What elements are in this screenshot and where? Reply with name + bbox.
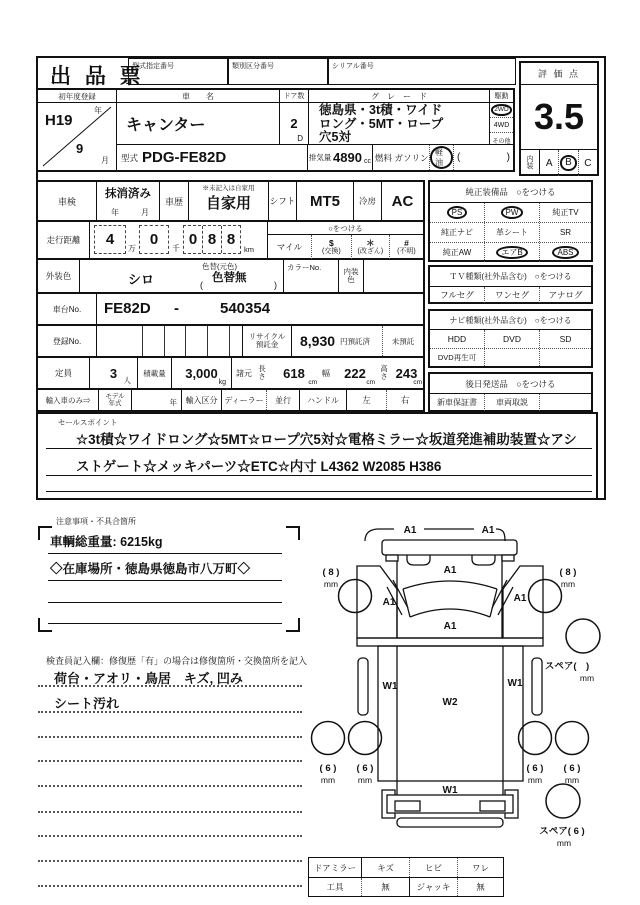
mileage-row xyxy=(38,222,423,260)
panel-label: A1 xyxy=(443,621,457,632)
notes-rule xyxy=(48,580,282,581)
model-designation-box xyxy=(128,58,228,85)
equip-leather: 革シート xyxy=(485,223,540,242)
mm-unit: mm xyxy=(579,673,595,683)
tread-rear: ( 6 ) xyxy=(319,763,337,774)
mm-unit: mm xyxy=(357,775,373,785)
panel-label: W2 xyxy=(442,697,458,708)
chassis-row xyxy=(38,294,423,326)
equip-pw-selected: PW xyxy=(485,203,540,222)
panel-label: A1 xyxy=(513,593,527,604)
rear-bumper-lower xyxy=(397,818,503,827)
import-division-label: 輸入区分 xyxy=(182,390,222,410)
dims-width-cell: 222 cm xyxy=(344,365,375,386)
drive-header: 駆動 xyxy=(490,90,513,103)
displacement-unit: cc xyxy=(363,158,371,165)
regno-divider xyxy=(229,326,230,356)
dims-length-label: 長さ xyxy=(258,364,266,381)
regno-row xyxy=(38,326,423,358)
history-label: 車歴 xyxy=(160,182,189,220)
dims-height-label: 高さ xyxy=(380,364,388,381)
notes-rule xyxy=(48,553,282,554)
notes-rule xyxy=(48,602,282,603)
mirror-tools-table xyxy=(308,857,504,897)
mileage-digit-man: 4 xyxy=(94,225,126,254)
spare-bottom-label: スペア( 6 ) xyxy=(539,826,585,837)
roof-bracket-right xyxy=(496,529,505,541)
int-color-label: 内装色 xyxy=(339,260,364,292)
grade-line1: 徳島県・3t積・ワイド xyxy=(319,103,443,117)
inspector-rule xyxy=(38,736,302,738)
aircon-label: 冷房 xyxy=(354,182,382,220)
tv-fullseg: フルセグ xyxy=(430,287,485,303)
model-value-cell xyxy=(142,145,307,170)
class-number-label: 類別区分番号 xyxy=(232,63,274,70)
shaken-status: 抹消済み xyxy=(105,188,151,200)
inspector-entry1: 荷台・アオリ・鳥居 キズ, 凹み xyxy=(54,671,243,686)
serial-number-box xyxy=(328,58,516,85)
model-label: 型式 xyxy=(120,152,138,163)
evaluation-header: 評 価 点 xyxy=(521,63,597,85)
navi-type-header: ナビ種類(社外品含む) ○をつける xyxy=(430,311,591,330)
first-reg-month-unit: 月 xyxy=(101,156,109,165)
interior-grade-b-selected: B xyxy=(558,150,578,176)
sales-rule xyxy=(46,475,592,476)
serial-number-label: シリアル番号 xyxy=(332,63,374,70)
drive-other: その他 xyxy=(490,132,513,147)
mileage-label: 走行距離 xyxy=(38,222,90,258)
mm-unit: mm xyxy=(560,579,576,589)
import-handle-right: 右 xyxy=(400,395,410,405)
dims-height-cell: 243 cm xyxy=(395,365,422,386)
page-title: 出 品 票 xyxy=(50,65,145,88)
rear-wheel-left-inner xyxy=(349,722,382,755)
navi-hdd: HDD xyxy=(430,330,485,348)
load-cell: 3,000 kg xyxy=(172,358,232,388)
ext-color-label: 外装色 xyxy=(38,260,80,292)
sales-rule xyxy=(46,491,592,492)
door-mirror-label: ドアミラー xyxy=(309,858,362,877)
displacement-label: 排気量 xyxy=(307,145,332,170)
jack-label: ジャッキ xyxy=(410,878,458,896)
vehicle-id-section xyxy=(36,88,515,172)
mileage-digits-box: 0 8 8 xyxy=(183,225,241,254)
inspector-entry2: シート汚れ xyxy=(54,696,120,711)
fuel-diesel-selected: 軽油 xyxy=(429,145,454,170)
history-note: ※未記入は自家用 xyxy=(202,185,255,192)
panel-label: A1 xyxy=(481,525,495,536)
mileage-mile-label: マイル xyxy=(268,235,312,259)
grade-header: グ レ ー ド xyxy=(309,90,490,103)
inspector-rule xyxy=(38,885,302,887)
panel-label: A1 xyxy=(443,565,457,576)
mirror-broken: ワレ xyxy=(471,862,489,873)
mileage-mark-zone xyxy=(267,222,423,258)
model-value: PDG-FE82D xyxy=(142,149,227,166)
later-manual: 車両取説 xyxy=(485,394,540,411)
sales-points-box xyxy=(36,412,598,500)
spare-tire-bottom xyxy=(546,784,580,818)
navi-type-box xyxy=(428,309,593,368)
equip-airbag-selected: エアB xyxy=(485,243,540,262)
chassis-part1: FE82D xyxy=(104,300,151,317)
notes-line2: ◇在庫場所・徳島県徳島市八万町◇ xyxy=(50,562,251,576)
regno-divider xyxy=(142,326,143,356)
recycle-none: 未預託 xyxy=(382,326,423,356)
evaluation-box xyxy=(519,61,599,176)
equip-navi: 純正ナビ xyxy=(430,223,485,242)
notes-box xyxy=(38,526,300,632)
rear-wheel-right-outer xyxy=(556,722,589,755)
fuel-gasoline: ガソリン xyxy=(394,152,429,163)
recycle-deposited: 円預託済 xyxy=(340,336,371,346)
equip-sr: SR xyxy=(559,228,572,237)
first-reg-month: 9 xyxy=(76,141,84,156)
spare-tire-top xyxy=(566,619,600,653)
cargo-bed xyxy=(378,646,523,781)
class-number-box xyxy=(228,58,328,85)
equipment-header: 純正装備品 ○をつける xyxy=(430,182,591,203)
regno-divider xyxy=(185,326,186,356)
tread-front-left: ( 8 ) xyxy=(322,567,340,578)
history-value: 自家用 xyxy=(205,195,251,212)
inspector-rule xyxy=(38,785,302,787)
dims-length-cell: 618 cm xyxy=(283,365,317,386)
tv-type-box xyxy=(428,265,593,304)
tread-rear: ( 6 ) xyxy=(563,763,581,774)
history-cell xyxy=(189,182,269,220)
tread-rear: ( 6 ) xyxy=(356,763,374,774)
inspector-rule xyxy=(38,711,302,713)
sales-points-label: セールスポイント xyxy=(58,418,118,427)
inspector-rule xyxy=(38,811,302,813)
sales-line2: ストゲート☆メッキパーツ☆ETC☆内寸 L4362 W2085 H386 xyxy=(76,459,442,474)
inspector-rule xyxy=(38,685,302,687)
equipment-box xyxy=(428,180,593,262)
capacity-cell: 3 人 xyxy=(90,358,138,388)
capacity-label: 定員 xyxy=(38,358,90,388)
interior-grade-label: 内装 xyxy=(521,150,540,176)
mileage-digit-sen: 0 xyxy=(139,225,169,254)
vehicle-diagram xyxy=(270,513,610,860)
bracket-corner xyxy=(38,618,52,632)
sales-line1: ☆3t積☆ワイドロング☆5MT☆ロープ穴5対☆電格ミラー☆坂道発進補助装置☆アシ xyxy=(76,432,577,447)
chassis-label: 車台No. xyxy=(38,294,97,324)
jack-none: 無 xyxy=(476,882,485,892)
recycle-label: リサイクル 預託金 xyxy=(242,326,292,356)
roof-bracket-left xyxy=(365,529,394,541)
navi-sd: SD xyxy=(559,334,572,344)
mirror-scratch: キズ xyxy=(362,858,410,877)
color-row xyxy=(38,260,423,294)
navi-empty-cell xyxy=(485,349,540,366)
first-reg-year: H19 xyxy=(45,112,73,129)
equip-abs-selected: ABS xyxy=(540,243,591,262)
evaluation-score: 3.5 xyxy=(533,96,585,137)
import-parallel: 並行 xyxy=(267,390,300,410)
shaken-row xyxy=(38,182,423,222)
later-ship-box xyxy=(428,372,593,412)
car-name-header: 車 名 xyxy=(117,90,280,103)
doors-cell: 2 D xyxy=(280,103,309,145)
equip-ps-selected: PS xyxy=(430,203,485,222)
capacity-row xyxy=(38,358,423,390)
shift-label: シフト xyxy=(269,182,297,220)
regno-divider xyxy=(164,326,165,356)
mileage-circle-note: ○をつける xyxy=(268,222,423,235)
first-reg-header: 初年度登録 xyxy=(38,90,117,103)
first-reg-year-unit: 年 xyxy=(94,106,102,115)
aircon-value: AC xyxy=(391,192,414,210)
int-color-cell xyxy=(364,260,423,292)
spare-top-label: スペア( ) xyxy=(544,661,590,672)
load-label: 積載量 xyxy=(138,358,172,388)
side-rail-left xyxy=(358,658,368,715)
model-designation-label: 型式指定番号 xyxy=(132,63,174,70)
tv-oneseg: ワンセグ xyxy=(485,287,540,303)
import-dealer: ディーラー xyxy=(222,390,267,410)
regno-label: 登録No. xyxy=(38,326,97,356)
panel-label: A1 xyxy=(403,525,417,536)
color-change-label: 色替(元色) xyxy=(202,262,237,271)
sales-rule xyxy=(46,448,592,449)
recycle-amount-cell xyxy=(292,326,382,356)
import-year-cell: 年 xyxy=(132,390,182,410)
import-handle-label: ハンドル xyxy=(300,390,347,410)
interior-grade-a: A xyxy=(545,157,553,169)
mm-unit: mm xyxy=(320,775,336,785)
import-row xyxy=(38,390,423,410)
panel-label: W1 xyxy=(442,785,458,796)
doors-sub: D xyxy=(297,134,303,143)
ext-color-cell: シロ 色替(元色) 色替無 ( ) xyxy=(80,260,284,292)
interior-grade-c: C xyxy=(584,157,592,169)
import-handle-left: 左 xyxy=(347,390,387,410)
tv-type-header: ＴＶ種類(社外品含む) ○をつける xyxy=(430,267,591,287)
equip-tv: 純正TV xyxy=(552,208,579,217)
navi-empty-cell xyxy=(540,349,591,366)
doors-header: ドア数 xyxy=(280,90,309,103)
mirror-crack: ヒビ xyxy=(410,858,458,877)
import-model-year-label: モデル 年式 xyxy=(99,390,132,410)
car-name-value: キャンター xyxy=(126,117,206,134)
inspector-rule xyxy=(38,860,302,862)
later-ship-header: 後日発送品 ○をつける xyxy=(430,374,591,394)
rear-bumper xyxy=(387,795,513,813)
tools-none: 無 xyxy=(362,878,410,896)
tread-front-right: ( 8 ) xyxy=(559,567,577,578)
drive-cell xyxy=(490,103,513,145)
grade-line3: 穴5対 xyxy=(319,130,351,144)
panel-label: A1 xyxy=(382,597,396,608)
recycle-amount: 8,930 xyxy=(300,333,336,349)
notes-label: 注意事項・不具合箇所 xyxy=(56,517,136,526)
chassis-dash: - xyxy=(174,300,179,317)
navi-dvd: DVD xyxy=(485,330,540,348)
detail-table xyxy=(36,180,425,412)
shaken-label: 車検 xyxy=(38,182,97,220)
mm-unit: mm xyxy=(323,579,339,589)
mileage-opt-unknown: # (不明) xyxy=(397,237,416,255)
ext-color-value: シロ xyxy=(128,272,155,287)
grade-line2: ロング・5MT・ロープ xyxy=(319,116,444,131)
front-wheel-left xyxy=(339,580,372,613)
fuel-label: 燃料 xyxy=(372,145,394,170)
panel-label: W1 xyxy=(382,681,398,692)
car-name-cell xyxy=(117,103,280,145)
shift-value: MT5 xyxy=(297,182,354,220)
regno-divider xyxy=(207,326,208,356)
inspector-header: 検査員記入欄：修復歴「有」の場合は修復箇所・交換箇所を記入 xyxy=(46,656,308,666)
notes-rule xyxy=(48,623,282,624)
grade-cell xyxy=(309,103,490,145)
drive-4wd: 4WD xyxy=(490,117,513,132)
running-board xyxy=(357,638,543,646)
a-pillar-mark xyxy=(498,587,513,615)
mileage-opt-tampered: ＊ (改ざん) xyxy=(352,235,390,259)
tread-rear: ( 6 ) xyxy=(526,763,544,774)
fuel-paren-cell: ( ) xyxy=(457,152,510,163)
displacement-cell: 4890 cc xyxy=(333,150,371,165)
mm-unit: mm xyxy=(556,838,572,848)
tools-label: 工具 xyxy=(309,878,362,896)
inspector-rule xyxy=(38,760,302,762)
a-pillar-mark xyxy=(492,580,507,608)
mileage-km-unit: km xyxy=(244,245,254,254)
notes-line1: 車輌総重量: 6215kg xyxy=(50,535,163,549)
drive-2wd-selected: 2WD xyxy=(490,103,513,117)
equip-aw: 純正AW xyxy=(430,243,485,262)
windshield-bottom xyxy=(410,609,490,617)
dims-width-label: 幅 xyxy=(322,368,330,378)
side-rail-right xyxy=(532,658,542,715)
chassis-part2: 540354 xyxy=(220,300,271,317)
mileage-man-unit: 万 xyxy=(128,244,136,253)
rear-wheel-left-outer xyxy=(312,722,345,755)
inspector-rule xyxy=(38,835,302,837)
dims-label: 諸元 xyxy=(236,368,252,378)
front-wheel-right xyxy=(529,580,562,613)
front-bumper xyxy=(382,540,517,555)
later-warranty: 新車保証書 xyxy=(430,394,485,411)
tv-analog: アナログ xyxy=(548,290,583,300)
mm-unit: mm xyxy=(564,775,580,785)
windshield-top xyxy=(403,581,497,589)
shaken-status-cell: 抹消済み 年 月 xyxy=(97,182,160,220)
navi-dvd-play: DVD再生可 xyxy=(430,349,485,366)
color-change-value: 色替無 xyxy=(212,272,247,284)
panel-label: W1 xyxy=(507,678,523,689)
mileage-sen-unit: 千 xyxy=(172,244,180,253)
first-reg-cell xyxy=(38,103,117,170)
mm-unit: mm xyxy=(527,775,543,785)
later-empty-cell xyxy=(540,394,591,411)
import-label: 輸入車のみ⇒ xyxy=(38,390,99,410)
mileage-opt-exchange: $ (交換) xyxy=(312,235,352,259)
color-no-cell: カラーNo. xyxy=(284,260,339,292)
